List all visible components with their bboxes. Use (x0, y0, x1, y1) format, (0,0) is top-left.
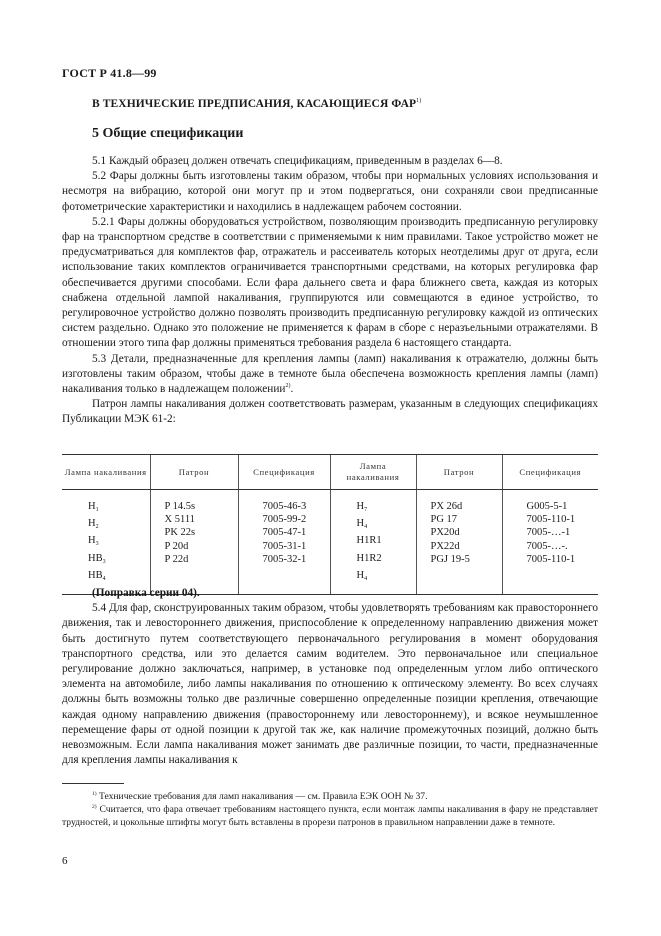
paragraph-socket: Патрон лампы накаливания должен соответствовать размерам, указанным в следующих спецификациях Публикации МЭК 61-2: (62, 398, 598, 426)
amendment-note: (Поправка серии 04). (92, 587, 200, 599)
footnote-ref-2: 2) (285, 383, 291, 390)
paragraph-5-4: 5.4 Для фар, сконструированных таким образом, чтобы удовлетворять требованиям как правостороннего движения, так и левостороннего движения, приспособление к определенному направлению движения может быть достигнуто путем соответствующего первоначального регулирования в момент оборудования транспортного средства, или это делается самим водителем. Это первоначальное или специальное регулирование должно заключаться, например, в установке под определенным углом либо оптического элемента на автомобиле, либо лампы накаливания по отношению к оптическому элементу. Во всех случаях должны быть возможны только две различные совершенно определенные позиции крепления, отвечающие каждая одному направлению движения (правостороннему или левостороннему), и всякое неумышленное перемещение фары от одной позиции к другой так же, как наличие промежуточных позиций, должно быть невозможным. Если лампа накаливания может занимать две различные позиции, то части, предназначенные для крепления лампы накаливания к (62, 602, 598, 767)
column-header: Лампа накаливания (330, 455, 416, 490)
body-text-top (62, 154, 598, 428)
table-cell: PG 17 (430, 514, 458, 526)
table-cell: 7005-99-2 (262, 514, 307, 526)
footnote-divider (62, 783, 124, 784)
page-number: 6 (62, 855, 68, 867)
table-cell: 7005-32-1 (262, 553, 307, 565)
table-cell: PX20d (430, 527, 460, 539)
body-text-bottom (62, 586, 598, 768)
table-cell: H1R1 (356, 535, 382, 547)
column-header: Патрон (150, 455, 238, 490)
page-title: 5 Общие спецификации (92, 126, 244, 141)
table-cell: 7005-110-1 (526, 553, 576, 565)
table-cell: $HB_4$ (88, 569, 106, 582)
table-cell: 7005-31-1 (262, 540, 307, 552)
table-cell: PX22d (430, 540, 460, 552)
table-cell: PX 26d (430, 501, 463, 512)
table-cell: 7005-47-1 (262, 527, 307, 539)
section-title (92, 98, 421, 110)
column-header: Спецификация (502, 455, 598, 490)
paragraph-5-2: 5.2 Фары должны быть изготовлены таким образом, чтобы при нормальных условиях использования и несмотря на вибрацию, которой они могут пр и этом подвергаться, они сохраняли свои предписанные фотометрические характеристики и находились в надлежащем рабочем состоянии. (62, 170, 598, 213)
lamp-spec-table (62, 454, 598, 595)
table-cell: 7005-46-3 (262, 501, 307, 512)
table-cell: 7005-…-. (526, 540, 568, 552)
table-cell: G005-5-1 (526, 501, 568, 512)
paragraph-5-1: 5.1 Каждый образец должен отвечать спецификациям, приведенным в разделах 6—8. (92, 155, 503, 167)
table-cell: $H_7$ (356, 501, 368, 513)
paragraph-5-3-text: 5.3 Детали, предназначенные для крепления лампы (ламп) накаливания к отражателю, должны быть изготовлены таким образом, чтобы даже в темноте была обеспечена возможность крепления лампы (ламп) накаливания только в надлежащем положении (62, 352, 598, 396)
table-cell: H1R2 (356, 552, 382, 564)
column-header: Спецификация (238, 455, 330, 490)
table-cell: PGJ 19-5 (430, 553, 470, 565)
table-cell: PK 22s (164, 527, 196, 539)
footnote: $^{2)}$ Считается, что фара отвечает требованиям настоящего пункта, если монтаж лампы накаливания в фару не представляет трудностей, и цокольные штифты могут быть вставлены в прорези патронов в правильном направлении даже в темноте. (62, 804, 598, 828)
table-cell: $H_4$ (356, 518, 368, 531)
table-cell: P 14.5s (164, 501, 196, 512)
table-cell: $HB_3$ (88, 552, 106, 565)
footnote-ref-1: 1) (416, 98, 422, 104)
cap-column-left (150, 490, 238, 595)
table-cell: $H_4$ (356, 569, 368, 582)
footnotes (62, 790, 598, 829)
table-cell: 7005-110-1 (526, 514, 576, 526)
lamp-column-right (330, 490, 416, 595)
spec-column-right (502, 490, 598, 595)
footnote: $^{1)}$ Технические требования для ламп накаливания — см. Правила ЕЭК ООН № 37. (92, 791, 428, 802)
column-header: Патрон (416, 455, 502, 490)
table-cell: P 20d (164, 540, 189, 552)
table-cell: $H_1$ (88, 501, 99, 513)
table-cell: $H_2$ (88, 518, 99, 531)
section-title-text: В ТЕХНИЧЕСКИЕ ПРЕДПИСАНИЯ, КАСАЮЩИЕСЯ ФАР (92, 98, 417, 110)
column-header: Лампа накаливания (62, 455, 150, 490)
table-cell: 7005-…-1 (526, 527, 571, 539)
paragraph-5-3: 5.3 Детали, предназначенные для крепления лампы (ламп) накаливания к отражателю, должны быть изготовлены таким образом, чтобы даже в темноте была обеспечена возможность крепления лампы (ламп) накаливания только в надлежащем положении$^{2)}$. (62, 352, 598, 396)
spec-column-left (238, 490, 330, 595)
document-header: ГОСТ Р 41.8—99 (62, 66, 157, 80)
lamp-column-left (62, 490, 150, 595)
cap-column-right (416, 490, 502, 595)
paragraph-5-2-1: 5.2.1 Фары должны оборудоваться устройством, позволяющим производить предписанную регулировку фар на транспортном средстве в соответствии с применяемыми к ним правилами. Такое устройство может не предусматриваться для комплектов фар, отражатель и рассеиватель которых неотделимы друг от друга, если использование таких комплектов ограничивается транспортными средствами, на которых регулировка фар обеспечивается другими способами. Если фара дальнего света и фара ближнего света, каждая из которых снабжена отдельной лампой накаливания, группируются или совмещаются в единое устройство, то регулировочное устройство должно позволять производить предписанную регулировку каждой из оптических систем раздельно. Однако это положение не применяется к фарам в сборе с неразъельными отражателями. В отношении этого типа фар должны применяться требования раздела 6 настоящего стандарта. (62, 215, 598, 350)
table-cell: X 5111 (164, 514, 195, 526)
table-header-row (62, 455, 598, 490)
table-cell: $H_3$ (88, 535, 99, 548)
table-row (62, 490, 598, 595)
table-cell: P 22d (164, 553, 189, 565)
